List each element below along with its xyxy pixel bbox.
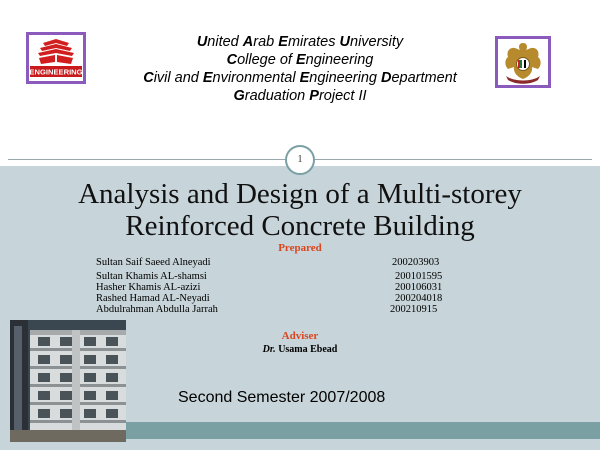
header-word-rest: rab	[253, 34, 279, 50]
footer-strip	[126, 422, 600, 439]
engineering-logo-text: ENGINEERING	[29, 67, 83, 77]
header-word-rest: epartment	[391, 70, 457, 86]
header-word-rest: roject II	[318, 88, 367, 104]
header-word-rest: mirates	[287, 34, 340, 50]
slide-number-badge: 1	[285, 145, 315, 175]
header-initial: D	[381, 70, 392, 86]
header-line-department	[100, 69, 500, 87]
header-initial: P	[309, 88, 319, 104]
header-line-university	[100, 33, 500, 51]
header-line-college	[100, 51, 500, 69]
header-word-rest: ngineering	[305, 52, 374, 68]
header-word-rest: raduation	[244, 88, 310, 104]
header-initial: G	[233, 88, 245, 104]
student-row	[96, 257, 496, 269]
header-initial: E	[295, 52, 306, 68]
adviser-heading: Adviser	[281, 330, 319, 342]
header-initial: C	[143, 70, 154, 86]
student-id: 200210915	[390, 304, 438, 315]
student-name: Hasher Khamis AL-azizi	[96, 282, 201, 293]
header-initial: C	[226, 52, 238, 68]
header-word-rest: ollege of	[237, 52, 296, 68]
engineering-logo	[26, 32, 86, 84]
title-line-2: Reinforced Concrete Building	[125, 210, 475, 242]
header-word-rest: nited	[207, 34, 243, 50]
header-word-rest: niversity	[350, 34, 404, 50]
building-photo	[10, 320, 126, 442]
title-line-1: Analysis and Design of a Multi-storey	[78, 178, 522, 210]
semester-label: Second Semester 2007/2008	[178, 389, 386, 406]
student-name: Sultan Khamis AL-shamsi	[96, 271, 207, 282]
student-name: Rashed Hamad AL-Neyadi	[96, 293, 210, 304]
engineering-logo-icon	[29, 35, 83, 81]
student-row	[96, 304, 496, 316]
header-word-rest: ngineering	[309, 70, 381, 86]
student-id: 200101595	[395, 271, 443, 282]
student-name: Sultan Saif Saeed Alneyadi	[96, 257, 211, 268]
header-word-rest: nvironmental	[212, 70, 300, 86]
header-initial: A	[242, 34, 254, 50]
adviser-fullname: Usama Ebead	[275, 344, 338, 355]
prepared-heading: Prepared	[278, 242, 322, 254]
header-initial: E	[299, 70, 310, 86]
header-line-project	[100, 87, 500, 105]
student-id: 200204018	[395, 293, 443, 304]
emblem-logo	[495, 36, 551, 88]
student-id: 200203903	[392, 257, 440, 268]
emblem-eagle-icon	[498, 39, 548, 85]
header-initial: U	[196, 34, 208, 50]
student-name: Abdulrahman Abdulla Jarrah	[96, 304, 218, 315]
header-initial: E	[202, 70, 213, 86]
adviser-title: Dr.	[262, 344, 276, 355]
student-id: 200106031	[395, 282, 443, 293]
header-initial: U	[339, 34, 350, 50]
header-word-rest: ivil and	[153, 70, 203, 86]
header-initial: E	[278, 34, 288, 50]
building-photo-image	[10, 320, 126, 442]
